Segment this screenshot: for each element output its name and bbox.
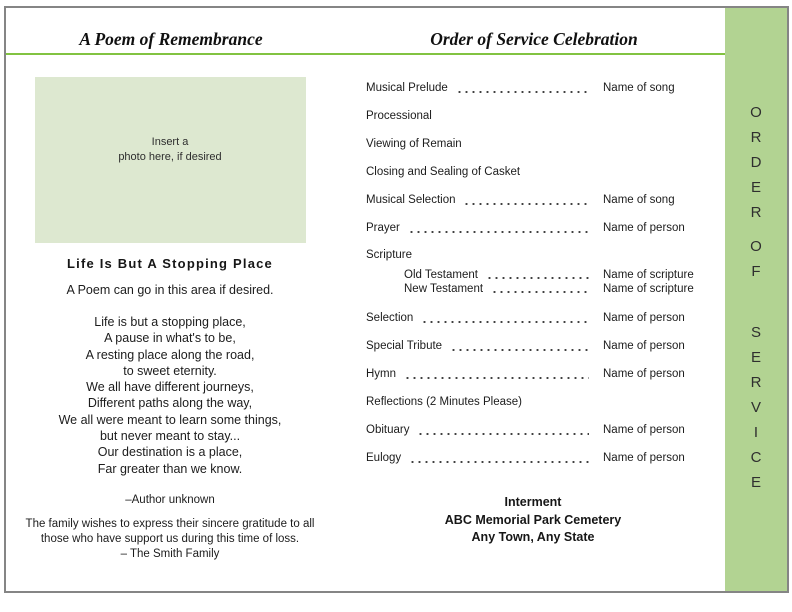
service-item-reflections xyxy=(366,388,700,416)
family-line: The family wishes to express their sincere gratitude to all xyxy=(25,517,315,530)
footer-line: Any Town, Any State xyxy=(471,530,595,544)
service-item-value: Name of person xyxy=(603,312,685,324)
poem-line: Life is but a stopping place, xyxy=(94,315,246,329)
service-item-label: Processional xyxy=(366,110,432,122)
service-item-value: Name of person xyxy=(603,368,685,380)
service-item-closing-and-sealing xyxy=(366,158,700,186)
sidebar-letter: E xyxy=(750,474,761,491)
left-panel-title: A Poem of Remembrance xyxy=(79,29,263,49)
footer-line: Interment xyxy=(504,495,562,509)
photo-placeholder-text xyxy=(118,135,221,165)
family-line: those who have support us during this time of loss. xyxy=(40,532,300,545)
sidebar-letter: E xyxy=(750,349,761,366)
sidebar-letter: D xyxy=(750,154,762,171)
service-item-label: Hymn xyxy=(366,368,397,380)
sidebar-letter: R xyxy=(750,129,762,146)
order-of-service-panel xyxy=(366,74,700,547)
service-item-musical-prelude xyxy=(366,74,700,102)
sidebar-letter: C xyxy=(750,449,762,466)
poem-line: A resting place along the road, xyxy=(85,347,255,362)
dotted-leader xyxy=(456,74,589,102)
service-item-value: Name of person xyxy=(603,340,685,352)
poem-panel xyxy=(22,68,318,562)
poem-line: to sweet eternity. xyxy=(123,363,217,378)
service-subitem-new-testament xyxy=(366,282,700,296)
service-subitem-value: Name of scripture xyxy=(603,283,694,295)
service-subitem-label: New Testament xyxy=(404,283,484,295)
sidebar-letter: E xyxy=(750,179,761,196)
service-item-label: Reflections (2 Minutes Please) xyxy=(366,396,522,408)
order-of-service-sidebar xyxy=(725,8,787,591)
dotted-leader xyxy=(408,214,589,242)
service-subitem-label: Old Testament xyxy=(404,269,478,281)
sidebar-letter: O xyxy=(750,238,762,255)
sidebar-word-of xyxy=(750,234,762,284)
service-item-viewing-of-remain xyxy=(366,130,700,158)
service-item-prayer xyxy=(366,214,700,242)
photo-placeholder-line1: Insert a xyxy=(151,136,189,148)
poem-intro: A Poem can go in this area if desired. xyxy=(66,283,274,297)
green-divider-rule xyxy=(6,53,728,55)
right-panel-title: Order of Service Celebration xyxy=(430,29,638,49)
service-item-value: Name of song xyxy=(603,194,675,206)
sidebar-word-order xyxy=(750,100,762,225)
service-item-label: Eulogy xyxy=(366,452,402,464)
dotted-leader xyxy=(409,444,589,472)
service-item-value: Name of person xyxy=(603,424,685,436)
program-page xyxy=(4,6,789,593)
service-item-obituary xyxy=(366,416,700,444)
family-line: – The Smith Family xyxy=(120,547,220,560)
poem-line: We all have different journeys, xyxy=(86,380,254,395)
service-item-value: Name of person xyxy=(603,452,685,464)
dotted-leader xyxy=(404,360,589,388)
footer-line: ABC Memorial Park Cemetery xyxy=(444,512,622,527)
service-item-eulogy xyxy=(366,444,700,472)
service-item-label: Viewing of Remain xyxy=(366,138,462,150)
service-item-value: Name of person xyxy=(603,222,685,234)
poem-body xyxy=(22,314,318,477)
family-gratitude-note xyxy=(22,517,318,562)
service-item-label: Musical Prelude xyxy=(366,82,448,94)
service-item-label: Obituary xyxy=(366,424,410,436)
service-item-selection xyxy=(366,304,700,332)
photo-placeholder-line2: photo here, if desired xyxy=(118,151,222,163)
service-item-label: Closing and Sealing of Casket xyxy=(366,166,521,178)
poem-line: A pause in what's to be, xyxy=(104,331,236,346)
service-item-special-tribute xyxy=(366,332,700,360)
service-subitem-old-testament xyxy=(366,268,700,282)
interment-block xyxy=(366,494,700,547)
service-item-label: Special Tribute xyxy=(366,340,443,352)
dotted-leader xyxy=(421,304,589,332)
dotted-leader xyxy=(463,186,589,214)
service-item-label: Selection xyxy=(366,312,414,324)
poem-author-credit: –Author unknown xyxy=(125,493,215,506)
sidebar-letter: R xyxy=(750,204,762,221)
sidebar-letter: I xyxy=(753,424,759,441)
sidebar-letter: O xyxy=(750,104,762,121)
service-item-label: Musical Selection xyxy=(366,194,456,206)
poem-line: We all were meant to learn some things, xyxy=(58,412,282,427)
poem-line: but never meant to stay... xyxy=(99,429,241,444)
poem-line: Different paths along the way, xyxy=(87,396,253,411)
poem-line: Our destination is a place, xyxy=(97,445,243,460)
dotted-leader xyxy=(450,332,589,360)
poem-title: Life Is But A Stopping Place xyxy=(67,256,273,271)
service-item-label: Scripture xyxy=(366,249,413,261)
dotted-leader xyxy=(491,282,589,296)
service-item-processional xyxy=(366,102,700,130)
sidebar-letter: V xyxy=(750,399,761,416)
service-item-value: Name of song xyxy=(603,82,675,94)
service-subitem-value: Name of scripture xyxy=(603,269,694,281)
dotted-leader xyxy=(417,416,589,444)
poem-line: Far greater than we know. xyxy=(97,461,243,476)
sidebar-letter: F xyxy=(751,263,761,280)
service-item-hymn xyxy=(366,360,700,388)
service-item-musical-selection xyxy=(366,186,700,214)
photo-placeholder xyxy=(35,77,306,243)
sidebar-letter: S xyxy=(750,324,761,341)
service-item-scripture-group xyxy=(366,242,700,296)
sidebar-letter: R xyxy=(750,374,762,391)
dotted-leader xyxy=(486,268,589,282)
sidebar-word-service xyxy=(751,320,762,495)
service-item-label: Prayer xyxy=(366,222,400,234)
